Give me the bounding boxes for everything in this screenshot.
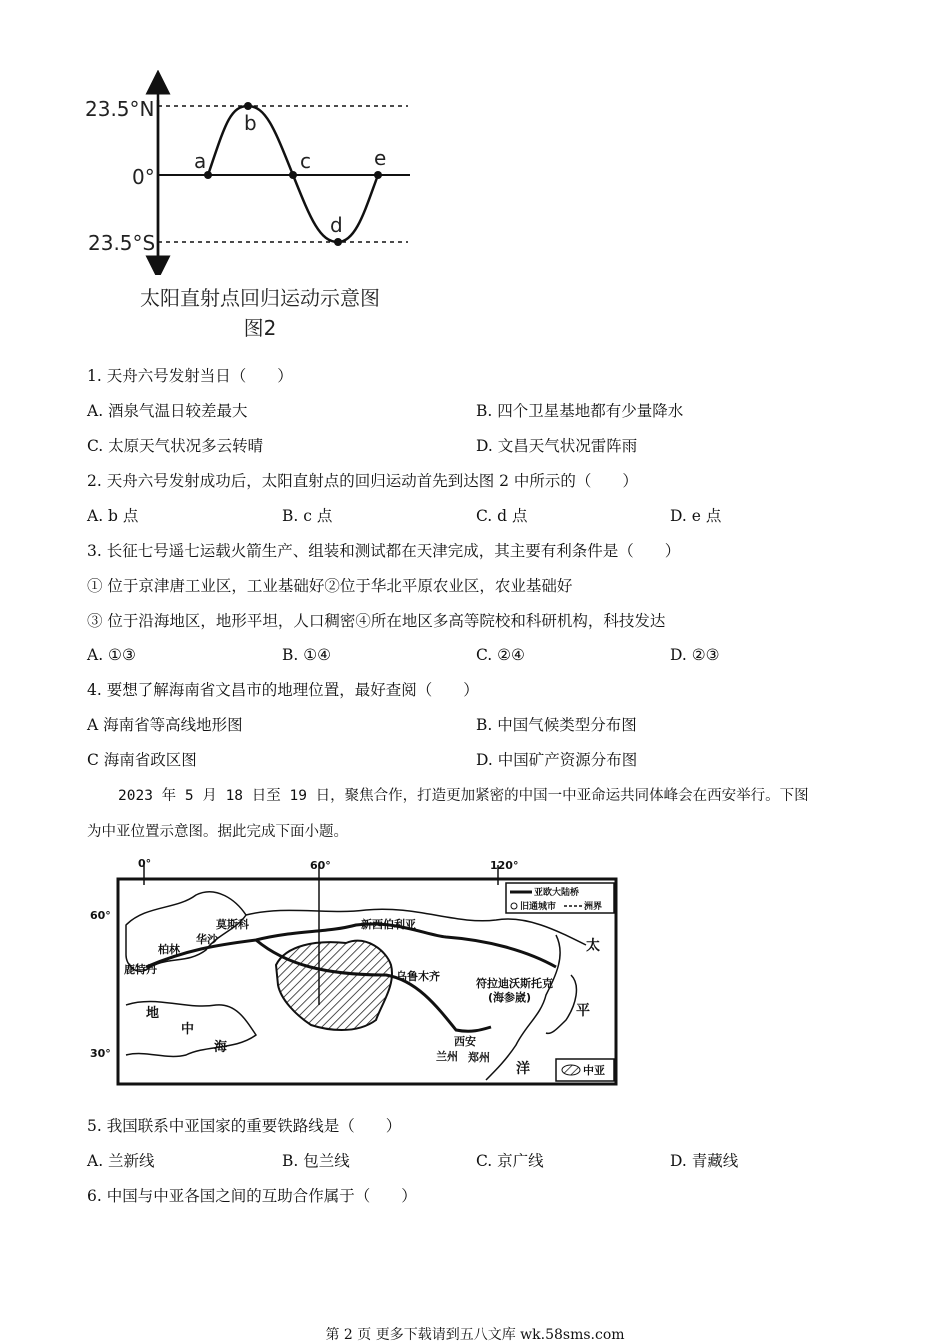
- city-xian: 西安: [454, 1035, 476, 1048]
- point-label-b: b: [244, 111, 257, 135]
- point-label-d: d: [330, 213, 343, 237]
- q3-option-c[interactable]: C. ②④: [476, 646, 525, 664]
- legend-central-asia-symbol: [562, 1065, 580, 1075]
- question-5-stem: 5. 我国联系中亚国家的重要铁路线是（ ）: [87, 1117, 402, 1135]
- sea-char-2: 中: [181, 1022, 195, 1037]
- lat-label-north: 23.5°N: [85, 97, 155, 121]
- q2-option-a[interactable]: A. b 点: [87, 507, 139, 525]
- q2-option-c[interactable]: C. d 点: [476, 507, 528, 525]
- q3-option-b[interactable]: B. ①④: [282, 646, 332, 664]
- figure-caption-number: 图2: [243, 316, 277, 340]
- lon-label-60: 60°: [310, 859, 331, 872]
- q4-option-b[interactable]: B. 中国气候类型分布图: [476, 716, 637, 734]
- passage-line-1: 2023 年 5 月 18 日至 19 日，聚焦合作，打造更加紧密的中国一中亚命运共同体峰会在西安举行。下图: [118, 788, 809, 804]
- q5-option-d[interactable]: D. 青藏线: [670, 1152, 739, 1170]
- point-d: [334, 238, 342, 246]
- city-warsaw: 华沙: [196, 933, 218, 946]
- q1-option-b[interactable]: B. 四个卫星基地都有少量降水: [476, 402, 684, 420]
- q4-option-a[interactable]: A 海南省等高线地形图: [87, 716, 243, 734]
- q3-option-a[interactable]: A. ①③: [87, 646, 136, 664]
- lat-label-60: 60°: [90, 909, 111, 922]
- question-1-stem: 1. 天舟六号发射当日（ ）: [87, 367, 293, 385]
- lon-label-0: 0°: [138, 857, 152, 870]
- question-3-conditions-1: ① 位于京津唐工业区，工业基础好②位于华北平原农业区，农业基础好: [87, 577, 573, 595]
- q1-option-a[interactable]: A. 酒泉气温日较差最大: [87, 402, 248, 420]
- q2-option-b[interactable]: B. c 点: [282, 507, 333, 525]
- point-label-c: c: [300, 149, 311, 173]
- point-label-a: a: [194, 149, 207, 173]
- q2-option-d[interactable]: D. e 点: [670, 507, 722, 525]
- q5-option-c[interactable]: C. 京广线: [476, 1152, 544, 1170]
- lon-label-120: 120°: [490, 859, 519, 872]
- legend-central-asia-label: 中亚: [583, 1064, 605, 1077]
- legend-railway-label: 亚欧大陆桥: [534, 888, 580, 898]
- city-moscow: 莫斯科: [216, 918, 249, 931]
- city-vladivostok: 符拉迪沃斯托克: [476, 977, 553, 990]
- ocean-char-3: 洋: [516, 1061, 530, 1077]
- figure-caption-title: 太阳直射点回归运动示意图: [140, 286, 380, 310]
- lat-label-30: 30°: [90, 1047, 111, 1060]
- point-e: [374, 171, 382, 179]
- city-rotterdam: 鹿特丹: [124, 963, 157, 976]
- question-3-conditions-2: ③ 位于沿海地区，地形平坦，人口稠密④所在地区多高等院校和科研机构，科技发达: [87, 612, 666, 630]
- city-novosibirsk: 新西伯利亚: [361, 918, 416, 931]
- lat-label-equator: 0°: [132, 165, 155, 189]
- q3-option-d[interactable]: D. ②③: [670, 646, 720, 664]
- page-footer: 第 2 页 更多下载请到五八文库 wk.58sms.com: [325, 1327, 625, 1343]
- legend-city-symbol: [511, 903, 517, 909]
- question-2-stem: 2. 天舟六号发射成功后，太阳直射点的回归运动首先到达图 2 中所示的（ ）: [87, 472, 638, 490]
- question-4-stem: 4. 要想了解海南省文昌市的地理位置，最好查阅（ ）: [87, 681, 479, 699]
- passage-line-2: 为中亚位置示意图。据此完成下面小题。: [87, 824, 348, 840]
- figure-caption: [100, 284, 420, 342]
- q1-option-d[interactable]: D. 文昌天气状况雷阵雨: [476, 437, 638, 455]
- lat-label-south: 23.5°S: [88, 231, 156, 255]
- city-urumqi: 乌鲁木齐: [396, 970, 440, 983]
- q5-option-b[interactable]: B. 包兰线: [282, 1152, 350, 1170]
- q5-option-a[interactable]: A. 兰新线: [87, 1152, 155, 1170]
- q4-option-d[interactable]: D. 中国矿产资源分布图: [476, 751, 638, 769]
- question-3-stem: 3. 长征七号遥七运载火箭生产、组装和测试都在天津完成，其主要有利条件是（ ）: [87, 542, 681, 560]
- sea-char-3: 海: [214, 1040, 228, 1055]
- ocean-char-1: 太: [586, 938, 600, 954]
- q4-option-c[interactable]: C 海南省政区图: [87, 751, 197, 769]
- point-label-e: e: [374, 146, 387, 170]
- city-zhengzhou: 郑州: [468, 1051, 490, 1064]
- question-6-stem: 6. 中国与中亚各国之间的互助合作属于（ ）: [87, 1187, 417, 1205]
- city-haishenwai: (海参崴): [488, 991, 532, 1004]
- city-lanzhou: 兰州: [436, 1050, 458, 1063]
- q1-option-c[interactable]: C. 太原天气状况多云转晴: [87, 437, 264, 455]
- legend-boundary-label: 洲界: [584, 902, 603, 912]
- ocean-char-2: 平: [576, 1003, 590, 1019]
- point-b: [244, 102, 252, 110]
- sun-direct-point-diagram: [80, 70, 420, 275]
- sea-char-1: 地: [146, 1006, 160, 1021]
- city-berlin: 柏林: [158, 943, 180, 956]
- central-asia-map: [86, 855, 626, 1090]
- legend-city-label: 旧通城市: [520, 902, 557, 912]
- point-c: [289, 171, 297, 179]
